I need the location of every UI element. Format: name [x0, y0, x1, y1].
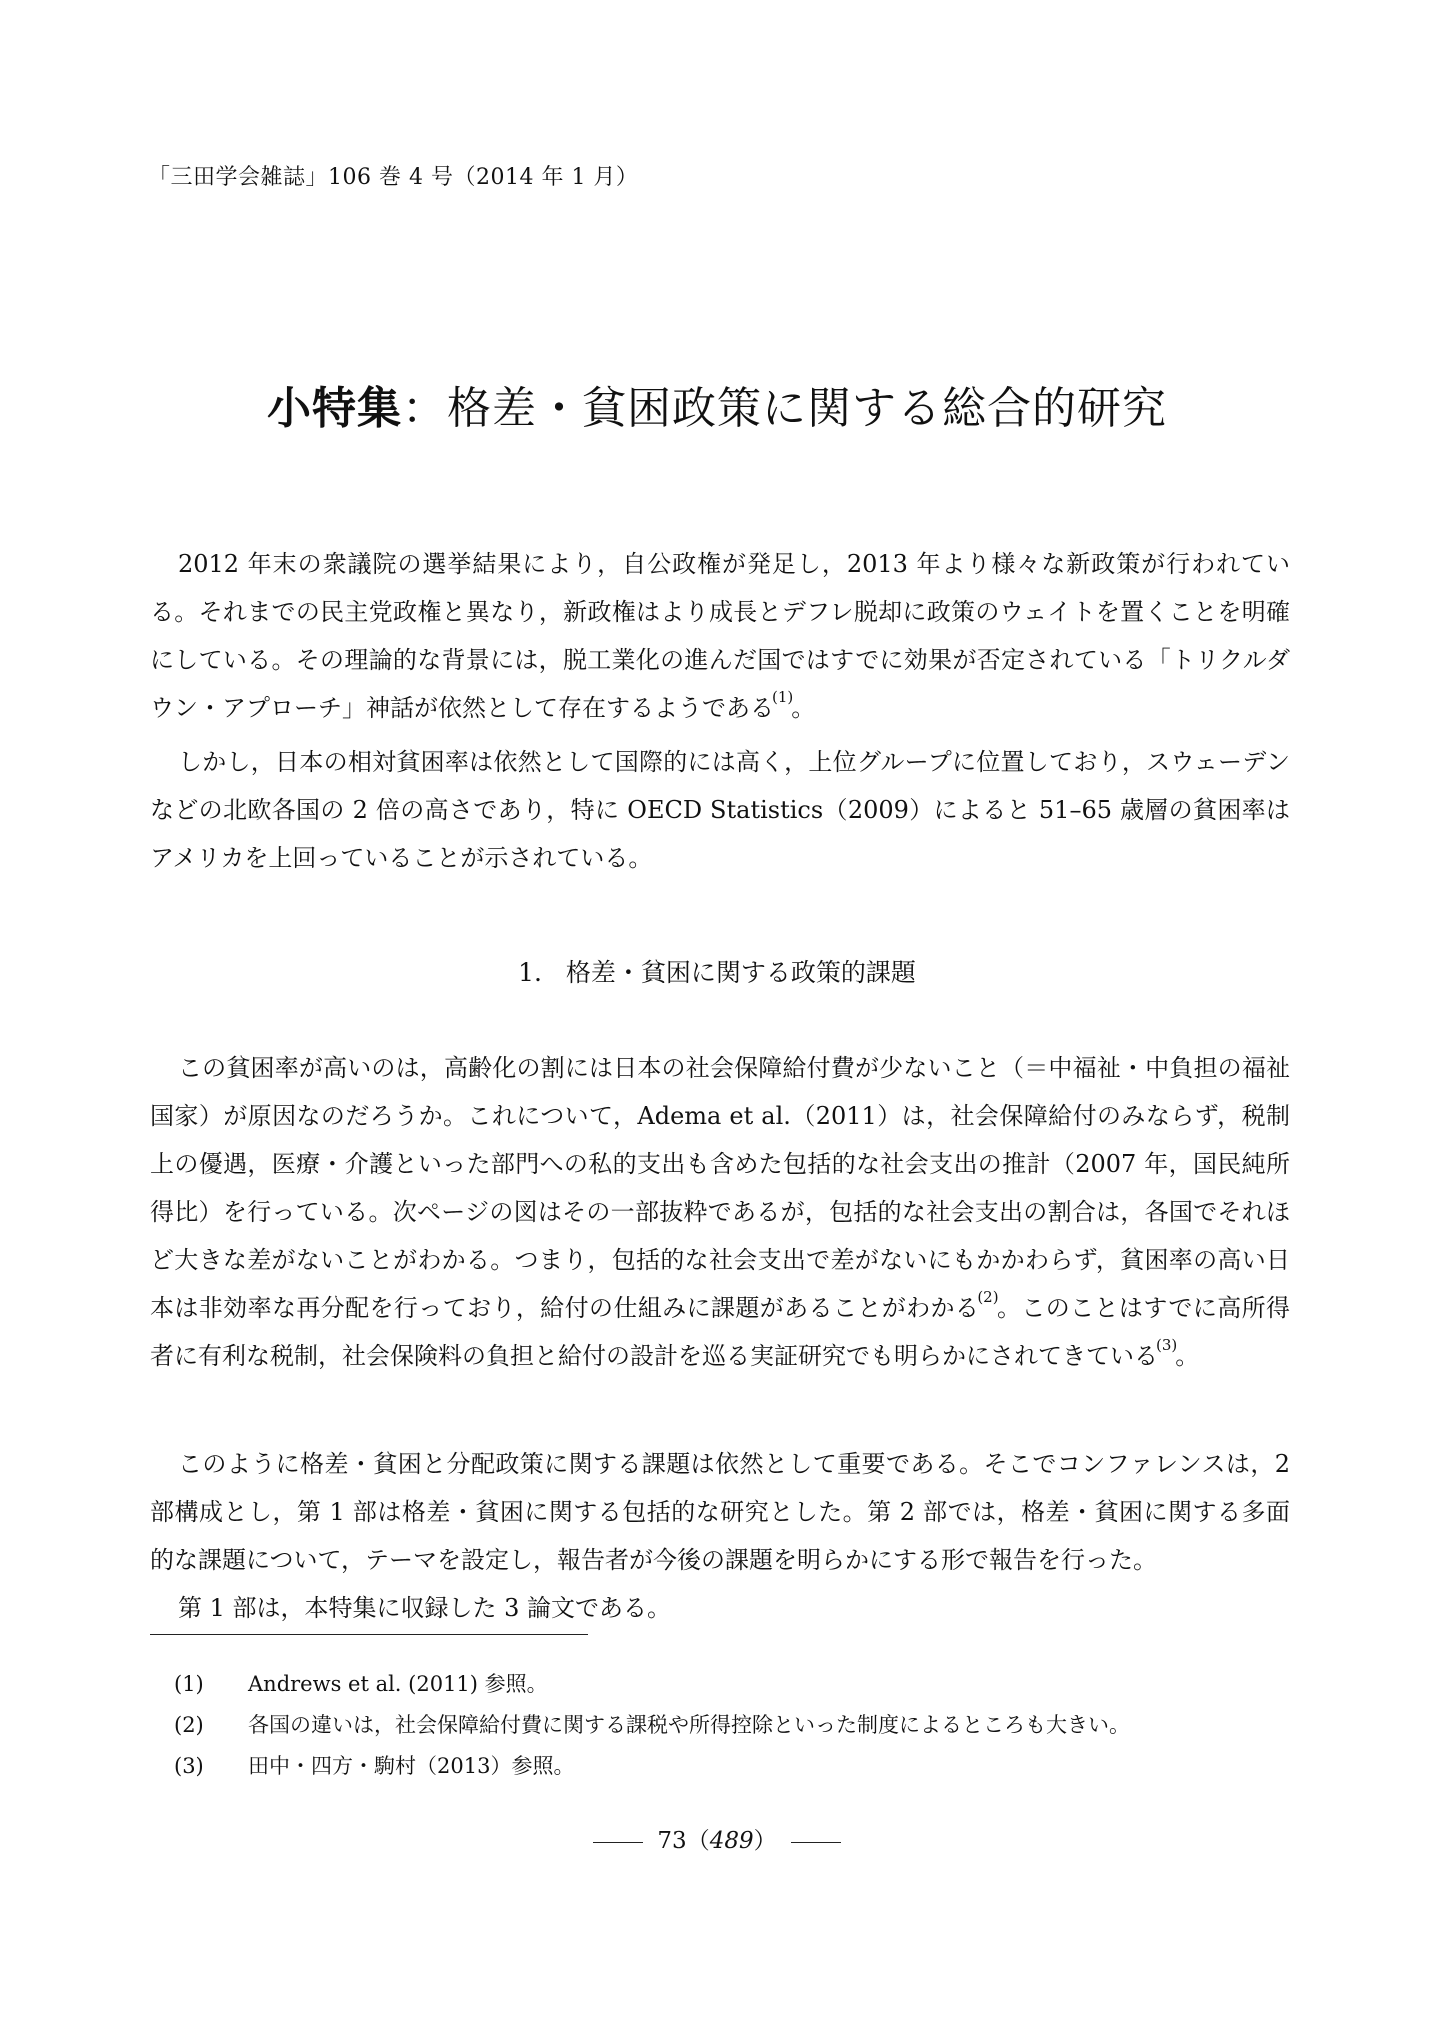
footnotes	[174, 1664, 1274, 1787]
section-title: 格差・貧困に関する政策的課題	[565, 958, 916, 987]
footnote-ref-3[interactable]: (3)	[1156, 1336, 1178, 1354]
intro-paragraph-1	[150, 540, 1290, 732]
footnote-mark: (1)	[174, 1672, 204, 1696]
footnote-mark: (3)	[174, 1754, 204, 1778]
section-number: 1.	[518, 958, 542, 987]
footnote-ref-1[interactable]: (1)	[772, 688, 794, 706]
footnote-ref-2[interactable]: (2)	[977, 1288, 999, 1306]
footnote-text: 各国の違いは，社会保障給付費に関する課税や所得控除といった制度によるところも大きい。	[248, 1713, 1130, 1737]
footnote-3	[174, 1746, 1274, 1787]
page-number: 73（489）	[0, 1822, 1434, 1855]
section1-paragraph-3: 第 1 部は，本特集に収録した 3 論文である。	[178, 1594, 672, 1622]
intro-paragraph-1-text: 2012 年末の衆議院の選挙結果により，自公政権が発足し，2013 年より様々な新政策が行われている。それまでの民主党政権と異なり，新政権はより成長とデフレ脱却に政策のウェイトを置くことを明確にしている。その理論的な背景には，脱工業化の進んだ国ではすでに効果が否定されている「トリクルダウン・アプローチ」神話が依然として存在するようである	[150, 550, 1290, 722]
article-title	[0, 372, 1434, 436]
footnote-text: Andrews et al. (2011) 参照。	[248, 1672, 548, 1696]
section1-paragraph-1-text-a: この貧困率が高いのは，高齢化の割には日本の社会保障給付費が少ないこと（＝中福祉・中負担の福祉国家）が原因なのだろうか。これについて，Adema et al.（2011）は，社会保障給付のみならず，税制上の優遇，医療・介護といった部門への私的支出も含めた包括的な社会支出の推計（2007 年，国民純所得比）を行っている。次ページの図はその一部抜粋であるが，包括的な社会支出の割合は，各国でそれほど大きな差がないことがわかる。つまり，包括的な社会支出で差がないにもかかわらず，貧困率の高い日本は非効率な再分配を行っており，給付の仕組みに課題があることがわかる	[150, 1054, 1290, 1322]
footnote-divider	[150, 1634, 588, 1635]
page-number-dash-right	[791, 1842, 841, 1843]
page-number-current: 73	[657, 1828, 687, 1854]
section1-paragraph-2: このように格差・貧困と分配政策に関する課題は依然として重要である。そこでコンファレンスは，2 部構成とし，第 1 部は格差・貧困に関する包括的な研究とした。第 2 部では，格差・貧困に関する多面的な課題について，テーマを設定し，報告者が今後の課題を明らかにする形で報告を行った。	[150, 1450, 1290, 1574]
footnote-2	[174, 1705, 1274, 1746]
title-main: 格差・貧困政策に関する総合的研究	[447, 383, 1167, 434]
intro-paragraph-1-end: 。	[791, 694, 816, 722]
intro-paragraph-2: しかし，日本の相対貧困率は依然として国際的には高く，上位グループに位置しており，スウェーデンなどの北欧各国の 2 倍の高さであり，特に OECD Statistics（2009）によると 51–65 歳層の貧困率はアメリカを上回っていることが示されている。	[150, 748, 1290, 872]
section1-paragraph-1	[150, 1044, 1290, 1380]
section1-paragraph-1-end: 。	[1175, 1342, 1200, 1370]
page-number-original: 489	[709, 1828, 754, 1854]
section1-paragraph-1-text-b: 。このことはすでに高所得者に有利な税制，社会保険料の負担と給付の設計を巡る実証研究でも明らかにされてきている	[150, 1294, 1290, 1370]
title-lead: 小特集	[267, 383, 402, 434]
footnote-1	[174, 1664, 1274, 1705]
page-number-dash-left	[593, 1842, 643, 1843]
journal-header: 「三田学会雑誌」106 巻 4 号（2014 年 1 月）	[148, 165, 639, 190]
footnote-text: 田中・四方・駒村（2013）参照。	[248, 1754, 575, 1778]
footnote-mark: (2)	[174, 1713, 204, 1737]
section-heading	[0, 953, 1434, 989]
title-separator: ：	[402, 383, 447, 434]
